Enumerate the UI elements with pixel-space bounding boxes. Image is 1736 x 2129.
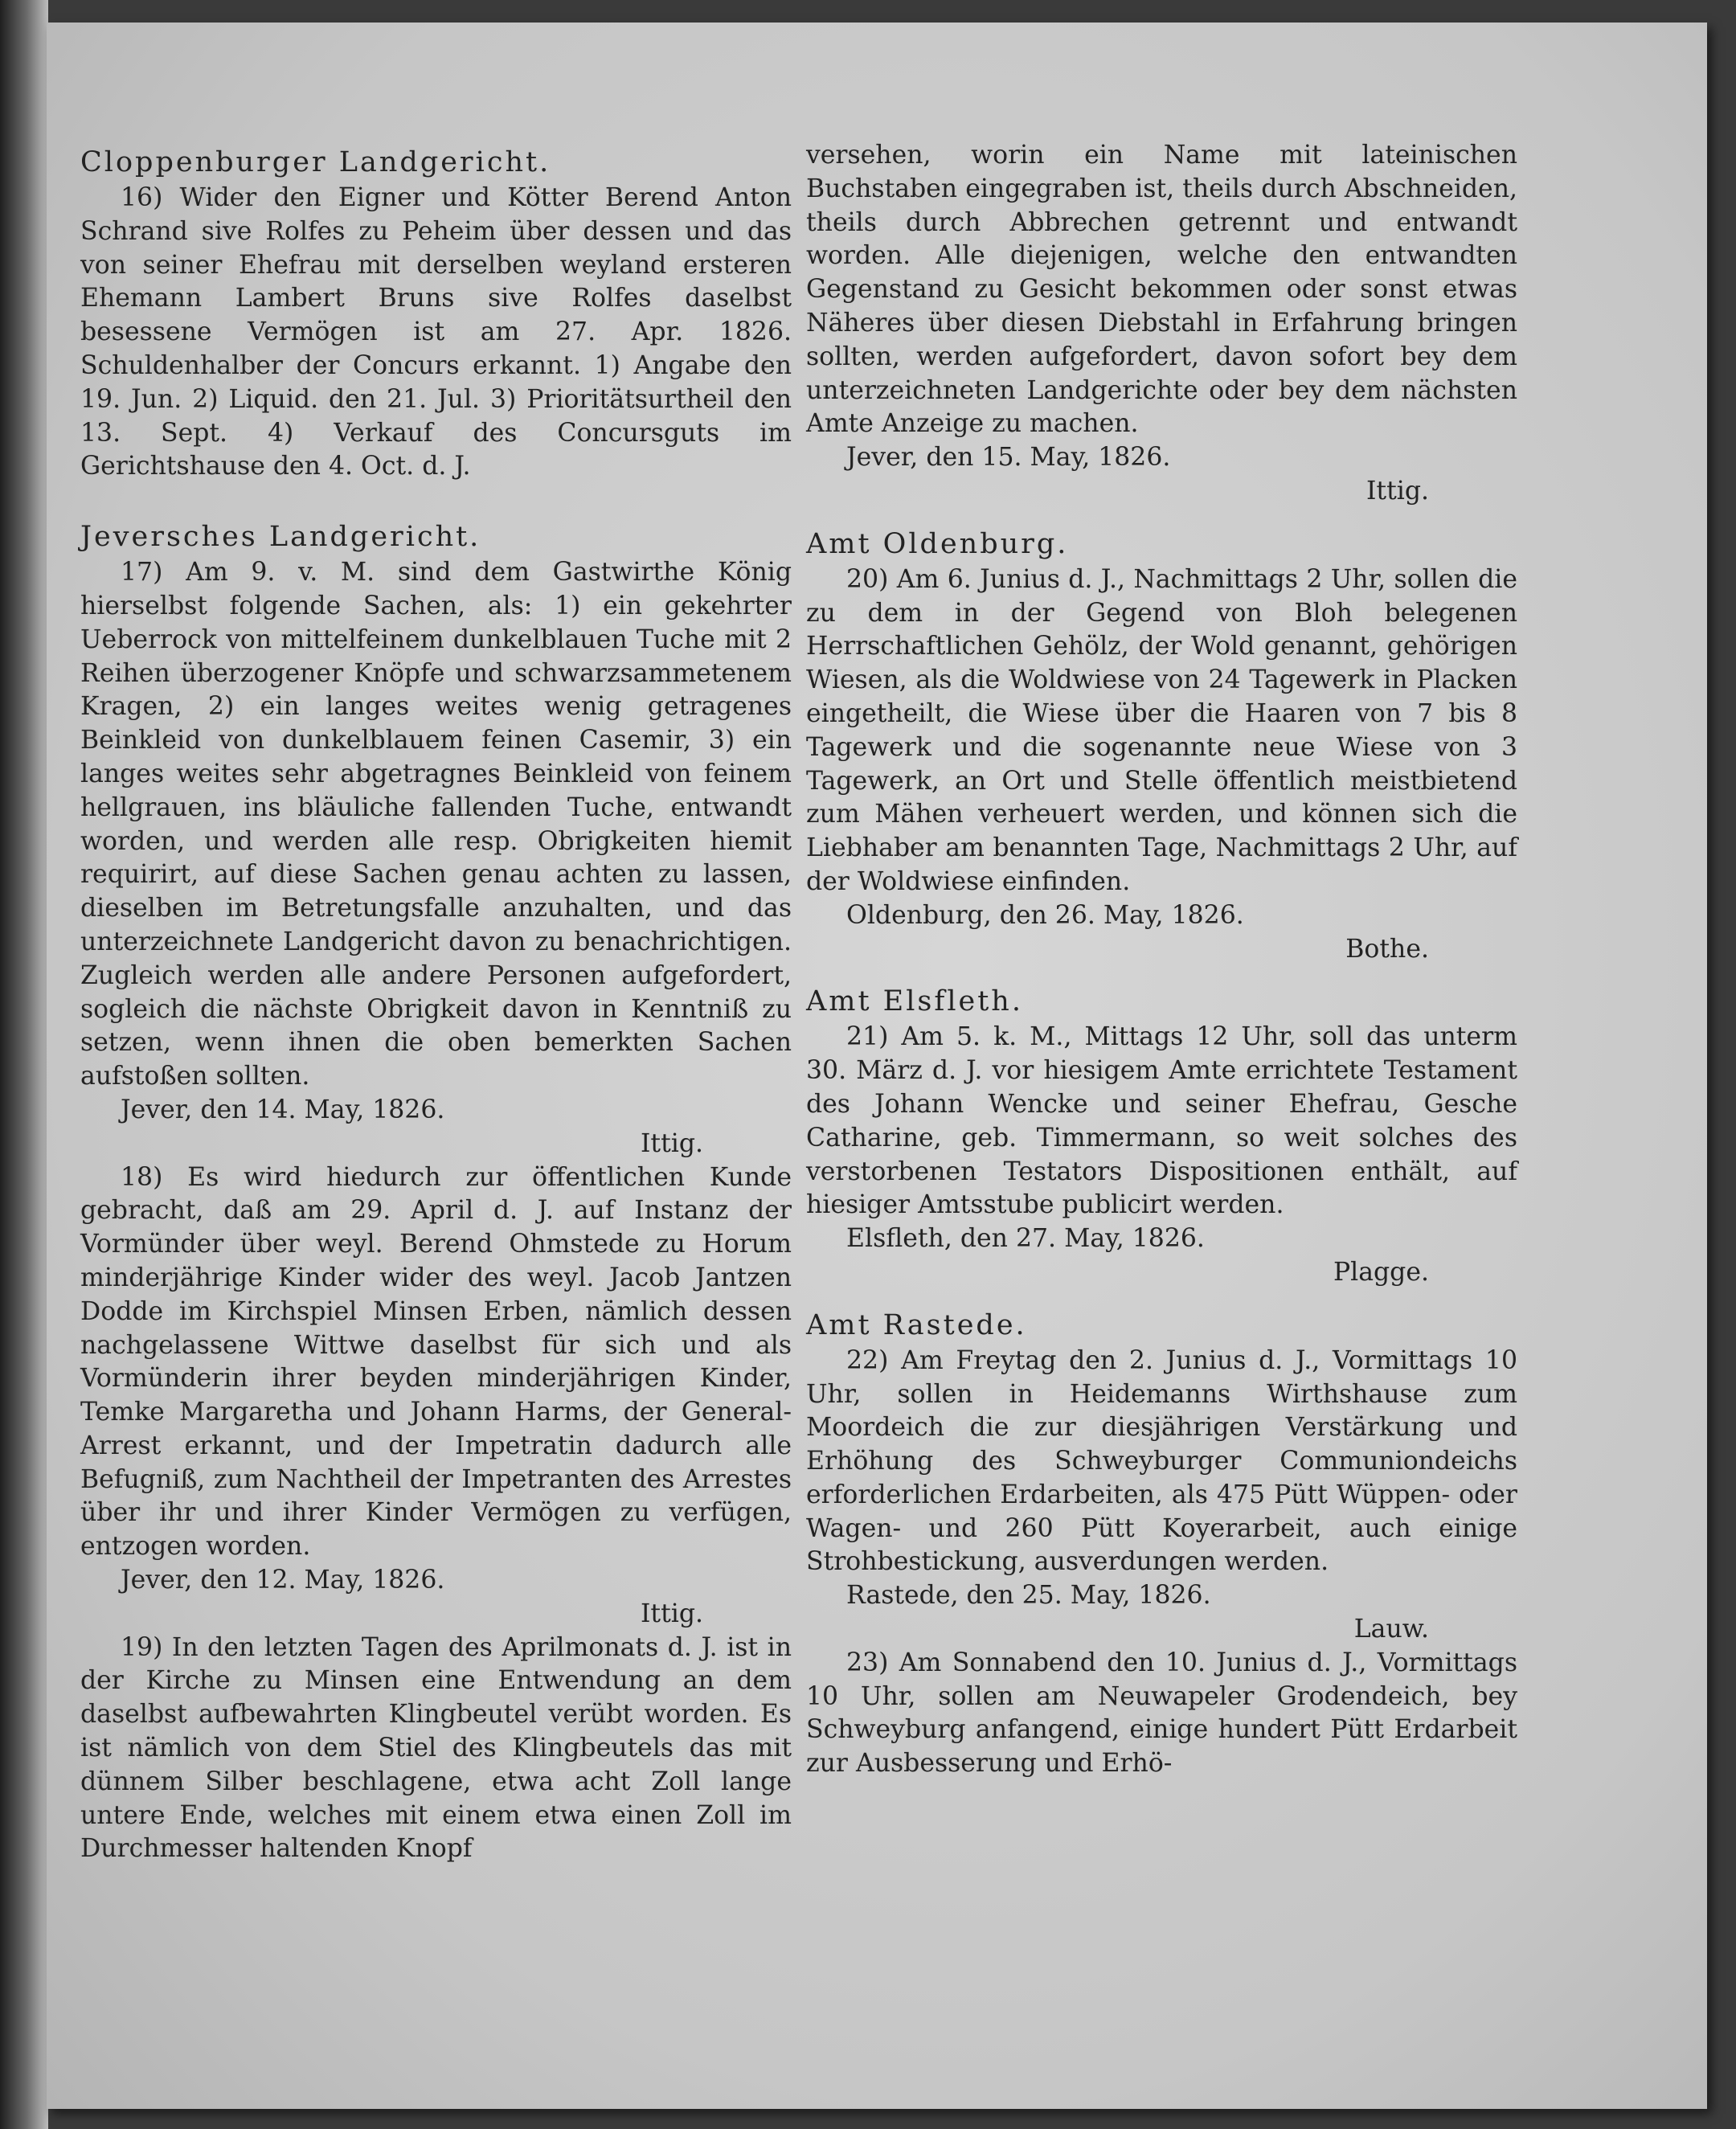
notice-21: 21) Am 5. k. M., Mittags 12 Uhr, soll das unterm 30. März d. J. vor hiesigem Amte errichtete Testament des Johann Wencke und seiner Ehefrau, Gesche Catharine, geb. Timmermann, so weit solches des verstorbenen Testators Dispositionen enthält, auf hiesiger Amtsstube publicirt werden. <box>806 1022 1517 1220</box>
signature-19: Ittig. <box>1365 476 1429 506</box>
signature-20: Bothe. <box>1345 934 1429 964</box>
right-column <box>806 139 1517 1781</box>
heading-cloppenburg: Cloppenburger Landgericht. <box>80 146 551 178</box>
notice-19-continued: versehen, worin ein Name mit lateinischen Buchstaben eingegraben ist, theils durch Abschneiden, theils durch Abbrechen getrennt und entwandt worden. Alle diejenigen, welche den entwandten Gegenstand zu Gesicht bekommen oder sonst etwas Näheres über diesen Diebstahl in Erfahrung bringen sollten, werden aufgefordert, davon sofort bey dem unterzeichneten Landgerichte oder bey dem nächsten Amte Anzeige zu machen. <box>806 141 1517 439</box>
notice-17: 17) Am 9. v. M. sind dem Gastwirthe König hierselbst folgende Sachen, als: 1) ein gekehrter Ueberrock von mittelfeinem dunkelblauen Tuche mit 2 Reihen überzogener Knöpfe und schwarzsammetenem Kragen, 2) ein langes weites wenig getragenes Beinkleid von dunkelblauem feinen Casemir, 3) ein langes weites sehr abgetragnes Beinkleid von feinem hellgrauen, ins bläuliche fallenden Tuche, entwandt worden, und werden alle resp. Obrigkeiten hiemit requirirt, auf diese Sachen genau achten zu lassen, dieselben im Betretungsfalle anzuhalten, und das unterzeichnete Landgericht davon zu benachrichtigen. Zugleich werden alle andere Personen aufgefordert, sogleich die nächste Obrigkeit davon in Kenntniß zu setzen, wenn ihnen die oben bemerkten Sachen aufstoßen sollten. <box>80 558 792 1091</box>
notice-22: 22) Am Freytag den 2. Junius d. J., Vormittags 10 Uhr, sollen in Heidemanns Wirthshause zum Moordeich die zur diesjährigen Verstärkung und Erhöhung des Schweyburger Communiondeichs erforderlichen Erdarbeiten, als 475 Pütt Wüppen- oder Wagen- und 260 Pütt Koyerarbeit, auch einige Strohbestickung, ausverdungen werden. <box>806 1345 1517 1577</box>
signature-17: Ittig. <box>640 1128 703 1158</box>
heading-amt-rastede: Amt Rastede. <box>806 1308 1027 1341</box>
notice-23: 23) Am Sonnabend den 10. Junius d. J., Vormittags 10 Uhr, sollen am Neuwapeler Grodendeich, bey Schweyburg anfangend, einige hundert Pütt Erdarbeit zur Ausbesserung und Erhö- <box>806 1648 1517 1779</box>
left-column <box>80 143 792 1866</box>
notice-16: 16) Wider den Eigner und Kötter Berend Anton Schrand sive Rolfes zu Peheim über dessen und das von seiner Ehefrau mit derselben weyland ersteren Ehemann Lambert Bruns sive Rolfes daselbst besessene Vermögen ist am 27. Apr. 1826. Schuldenhalber der Concurs erkannt. 1) Angabe den 19. Jun. 2) Liquid. den 21. Jul. 3) Prioritätsurtheil den 13. Sept. 4) Verkauf des Concursguts im Gerichtshause den 4. Oct. d. J. <box>80 183 792 481</box>
document-page <box>47 23 1707 2109</box>
signature-22: Lauw. <box>1353 1615 1429 1644</box>
dateline-19: Jever, den 15. May, 1826. <box>846 443 1171 473</box>
signature-21: Plagge. <box>1333 1257 1429 1287</box>
dateline-20: Oldenburg, den 26. May, 1826. <box>846 900 1244 930</box>
signature-18: Ittig. <box>640 1599 703 1628</box>
notice-20: 20) Am 6. Junius d. J., Nachmittags 2 Uhr, sollen die zu dem in der Gegend von Bloh belegenen Herrschaftlichen Gehölz, der Wold genannt, gehörigen Wiesen, als die Woldwiese von 24 Tagewerk in Placken eingetheilt, die Wiese über die Haaren von 7 bis 8 Tagewerk und die sogenannte neue Wiese von 3 Tagewerk, an Ort und Stelle öffentlich meistbietend zum Mähen verheuert werden, und können sich die Liebhaber am benannten Tage, Nachmittags 2 Uhr, auf der Woldwiese einfinden. <box>806 564 1517 896</box>
heading-jever: Jeversches Landgericht. <box>80 521 481 554</box>
dateline-17: Jever, den 14. May, 1826. <box>121 1095 445 1124</box>
heading-amt-oldenburg: Amt Oldenburg. <box>806 527 1069 560</box>
notice-19: 19) In den letzten Tagen des Aprilmonats d. J. ist in der Kirche zu Minsen eine Entwendung an dem daselbst aufbewahrten Klingbeutel verübt worden. Es ist nämlich von dem Stiel des Klingbeutels das mit dünnem Silber beschlagene, etwa acht Zoll lange untere Ende, welches mit einem etwa einen Zoll im Durchmesser haltenden Knopf <box>80 1632 792 1864</box>
book-spine <box>0 0 48 2129</box>
notice-18: 18) Es wird hiedurch zur öffentlichen Kunde gebracht, daß am 29. April d. J. auf Instanz der Vormünder über weyl. Berend Ohmstede zu Horum minderjährige Kinder wider des weyl. Jacob Jantzen Dodde im Kirchspiel Minsen Erben, nämlich dessen nachgelassene Wittwe daselbst für sich und als Vormünderin ihrer beyden minderjährigen Kinder, Temke Margaretha und Johann Harms, der General-Arrest erkannt, und der Impetratin dadurch alle Befugniß, zum Nachtheil der Impetranten des Arrestes über ihr und ihrer Kinder Vermögen zu verfügen, entzogen worden. <box>80 1162 792 1562</box>
dateline-18: Jever, den 12. May, 1826. <box>121 1566 445 1595</box>
heading-amt-elsfleth: Amt Elsfleth. <box>806 985 1023 1018</box>
dateline-21: Elsfleth, den 27. May, 1826. <box>846 1224 1205 1254</box>
dateline-22: Rastede, den 25. May, 1826. <box>846 1581 1211 1611</box>
